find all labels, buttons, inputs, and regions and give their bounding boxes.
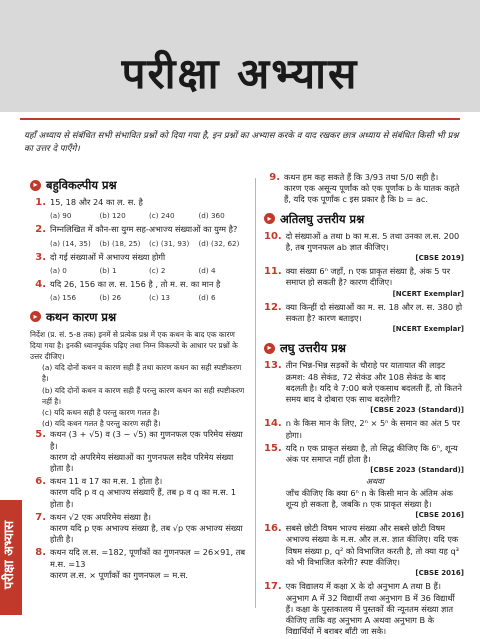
reason-text: कारण यदि p एक अभाज्य संख्या है, तब √p एक अभाज्य संख्या होती है। [50,523,243,545]
header-banner [0,0,480,112]
source-tag: [CBSE 2023 (Standard)] [370,406,464,415]
question-14 [264,418,464,440]
option: (b) 120 [99,211,126,221]
question-number: 4. [35,279,46,291]
question-text: n के किस मान के लिए, 2ⁿ × 5ⁿ के समान का अंत 5 पर होगा। [285,418,460,440]
question-number: 6. [35,476,46,488]
question-number: 2. [35,224,46,236]
question-1 [30,197,248,208]
option: (d) 4 [198,266,216,276]
section-bullet-icon: ▸ [30,311,41,322]
side-tab-label: परीक्षा अभ्यास [2,520,17,590]
question-number: 11. [264,266,282,278]
option: (d) 6 [198,293,216,303]
option: (b) 26 [99,293,122,303]
question-number: 10. [264,230,282,242]
question-number: 7. [35,511,46,523]
options-2 [30,238,248,249]
option: (b) (18, 25) [99,238,141,248]
question-text: जाँच कीजिए कि क्या 6ⁿ n के किसी मान के अंतिम अंक शून्य हो सकता है, जबकि n एक प्राकृत संख्या है। [285,487,453,509]
question-10 [264,231,464,265]
section-title: लघु उत्तरीय प्रश्न [280,341,346,356]
question-number: 3. [35,251,46,263]
instruction-option: (c) यदि कथन सही है परन्तु कारण गलत है। [42,408,160,418]
question-text: 15, 18 और 24 का ल. स. है [50,197,143,207]
question-number: 1. [35,197,46,208]
instructions-text: निर्देश (प्र. सं. 5-8 तक) इनमें से प्रत्येक प्रश्न में एक कथन के बाद एक कारण दिया गया है। इनकी ध्यानपूर्वक पढ़िए तथा निम्न विकल्पों के आधार पर प्रश्नों के उत्तर दीजिए। [30,329,238,362]
question-text: यदि n एक प्राकृत संख्या है, तो सिद्ध कीजिए कि 6ⁿ, शून्य अंक पर समाप्त नहीं होता है। [285,442,458,465]
question-2 [30,224,248,235]
option: (c) 13 [149,293,170,303]
source-tag: [CBSE 2019] [415,254,464,263]
instruction-option: (b) यदि दोनों कथन व कारण सही हैं परन्तु कारण कथन का सही स्पष्टीकरण नहीं है। [42,385,245,406]
intro-text: यहाँ अध्याय से संबंधित सभी संभावित प्रश्नों को दिया गया है, इन प्रश्नों का अभ्यास करके व याद रखकर छात्र अध्याय से संबंधित किसी भी प्रश्न का उत्तर दे पाएँगे। [24,131,459,154]
option: (b) 1 [99,266,117,276]
section-title: बहुविकल्पीय प्रश्न [46,178,117,192]
question-17 [264,581,464,637]
question-text: क्या संख्या 6ⁿ जहाँ, n एक प्राकृत संख्या है, अंक 5 पर समाप्त हो सकती है? कारण दीजिए। [285,266,451,288]
question-11 [264,266,464,300]
question-number: 17. [264,581,282,593]
options-4 [30,292,248,303]
or-separator: अथवा [365,476,384,487]
question-number: 13. [264,360,282,372]
question-4 [30,279,248,290]
left-column [30,172,248,583]
section-mcq [30,178,248,192]
page-title: परीक्षा अभ्यास [121,49,359,98]
source-tag: [CBSE 2023 (Standard)] [370,466,464,475]
question-number: 16. [264,523,282,535]
options-3 [30,265,248,276]
reason-text: कारण यदि p व q अभाज्य संख्याएँ हैं, तब p व q का म.स. 1 होता है। [50,487,237,509]
question-text: कथन हम कह सकते हैं कि 3/93 तथा 5/0 सही है। [284,172,439,182]
question-number: 14. [264,418,282,430]
option: (a) (14, 35) [50,238,91,248]
option: (c) 240 [149,211,175,221]
source-tag: [NCERT Exemplar] [392,325,464,334]
question-text: दो संख्याओं a तथा b का म.स. 5 तथा उनका ल.स. 200 है, तब गुणनफल ab ज्ञात कीजिए। [285,230,460,252]
question-13 [264,360,464,416]
option: (a) 0 [50,266,67,276]
question-number: 12. [264,301,282,313]
question-text: सबसे छोटी विषम भाज्य संख्या और सबसे छोटी विषम अभाज्य संख्या के म.स. और ल.स. ज्ञात कीजिए। यदि एक विषम संख्या p, q² को विभाजित करती है, तो क्या यह q³ को भी विभाजित करेगी? स्पष्ट कीजिए। [285,523,459,567]
source-tag: [CBSE 2016] [415,569,464,578]
question-6 [30,476,248,510]
option: (d) (32, 62) [198,238,240,248]
option: (d) 360 [198,211,225,221]
question-text: एक विद्यालय में कक्षा X के दो अनुभाग A तथा B हैं। अनुभाग A में 32 विद्यार्थी तथा अनुभाग B में 36 विद्यार्थी हैं। कक्षा के पुस्तकालय में पुस्तकों की न्यूनतम संख्या ज्ञात कीजिए ताकि वह अनुभाग A अथवा अनुभाग B के विद्यार्थियों में बराबर बाँटी जा सके। [285,581,455,637]
source-tag: [CBSE 2016] [415,511,464,520]
section-bullet-icon: ▸ [30,180,41,191]
section-very-short-answer [264,212,464,226]
section-short-answer [264,341,464,355]
question-5 [30,429,248,474]
question-15 [264,443,464,521]
question-8 [30,547,248,581]
question-3 [30,252,248,263]
options-1 [30,210,248,221]
question-number: 8. [35,547,46,559]
question-text: तीन भिन्न-भिन्न सड़कों के चौराहे पर यातायात की लाइट क्रमश: 48 सेकंड, 72 सेकंड और 108 सेकंड के बाद बदलती है। यदि वे 7:00 बजे एकसाथ बदलती हैं, तो कितने समय बाद वे दोबारा एक साथ बदलेगी? [285,360,462,405]
question-12 [264,302,464,336]
question-text: निम्नलिखित में कौन-सा युग्म सह-अभाज्य संख्याओं का युग्म है? [50,224,238,235]
question-text: कथन यदि ल.स. =182, पूर्णांकों का गुणनफल = 26×91, तब म.स. =13 [50,547,246,569]
assertion-reason-instructions [30,329,248,430]
question-9 [264,172,464,206]
header-divider [20,118,460,120]
section-assertion-reason [30,310,248,324]
instruction-option: (d) यदि कथन गलत है परन्तु कारण सही है। [42,419,161,429]
question-number: 5. [35,429,46,441]
question-text: कथन √2 एक अपरिमेय संख्या है। [50,511,151,522]
reason-text: कारण ल.स. × पूर्णांकों का गुणनफल = म.स. [50,569,188,580]
right-column [264,172,464,639]
option: (c) (31, 93) [149,238,190,248]
option: (a) 156 [50,293,77,303]
section-title: अतिलघु उत्तरीय प्रश्न [280,211,365,226]
instruction-option: (a) यदि दोनों कथन व कारण सही हैं तथा कारण कथन का सही स्पष्टीकरण है। [42,363,242,384]
question-number: 9. [269,172,280,183]
question-16 [264,523,464,579]
side-tab [0,500,22,615]
question-text: कथन (3 + √5) व (3 − √5) का गुणनफल एक परिमेय संख्या है। [50,429,243,451]
column-divider [255,178,256,608]
section-bullet-icon: ▸ [264,213,275,224]
question-text: कथन 11 व 17 का म.स. 1 होता है। [50,476,163,487]
question-number: 15. [264,442,282,454]
option: (c) 2 [149,266,166,276]
option: (a) 90 [50,211,72,221]
question-7 [30,512,248,546]
question-text: दो गई संख्याओं में अभाज्य संख्या होगी [50,251,166,262]
section-bullet-icon: ▸ [264,343,275,354]
reason-text: कारण एक असून्य पूर्णांक को एक पूर्णांक b के घातक कहते हैं, यदि एक पूर्णांक c इस प्रकार है कि b = ac. [284,183,460,205]
reason-text: कारण दो अपरिमेय संख्याओं का गुणनफल सदैव परिमेय संख्या होता है। [50,451,234,474]
question-text: क्या किन्हीं दो संख्याओं का म. स. 18 और ल. स. 380 हो सकता है? कारण बताइए। [285,301,463,324]
source-tag: [NCERT Exemplar] [392,289,464,298]
question-text: यदि 26, 156 का ल. स. 156 है , तो म. स. का मान है [50,279,221,290]
section-title: कथन कारण प्रश्न [46,309,117,324]
